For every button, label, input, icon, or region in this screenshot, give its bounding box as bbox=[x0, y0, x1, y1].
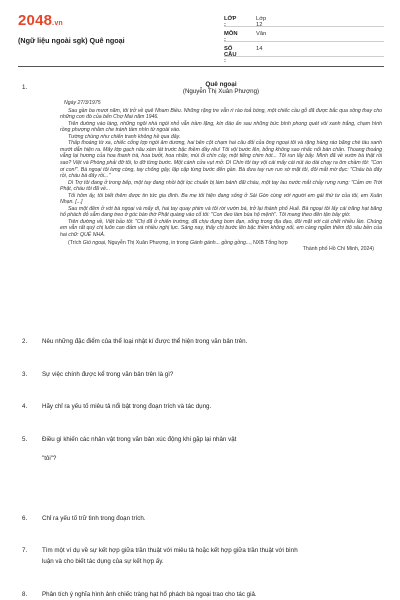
question-number: 5. bbox=[22, 436, 28, 443]
subject-underline bbox=[224, 41, 384, 42]
question-text: Tìm một ví dụ về sự kết hợp giữa trần thuật với miêu tả hoặc kết hợp giữa trần thuật với bình bbox=[42, 547, 298, 554]
logo-suffix: .vn bbox=[52, 20, 63, 27]
logo-text: 2048 bbox=[18, 12, 53, 29]
subject-label: MÔN : bbox=[224, 31, 238, 43]
question-number: 4. bbox=[22, 403, 28, 410]
passage-paragraph: Sau một đêm ở với bà ngoại và mấy dì, hai tay quay phim và tôi rời vườn bà, trở lại thành phố Huế. Bà ngoại tôi lấy cái trăng hạt băng hổ phách đỏ sẫm đang treo ở góc bàn thờ Phật quàng vào cổ tôi: "Con đeo làm bùa hộ mệnh". Tôi mang theo đến tận bây giờ. bbox=[60, 205, 382, 219]
page-header bbox=[0, 0, 400, 62]
source-prefix: (Trích bbox=[68, 239, 83, 246]
question-text: Chỉ ra yếu tố trữ tình trong đoạn trích. bbox=[42, 515, 146, 522]
passage-title: Quê ngoại bbox=[205, 81, 237, 88]
question-number: 1. bbox=[22, 84, 28, 91]
passage-paragraph: Trên đường vào làng, những ngôi nhà ngói nhỏ vẫn trầm lặng, kín đáo ẩn sau những bức bình phong quét vôi xanh trắng, chạm hình rồng phượng nhằm che tránh tầm nhìn từ ngoài vào. bbox=[60, 120, 382, 134]
class-label: LỚP : bbox=[224, 16, 237, 28]
passage-date: Ngày 27/3/1975 bbox=[64, 100, 101, 107]
passage-paragraph: Tối hôm ấy, tôi biết thêm được tin tức gia đình. Ba mẹ tôi hiện đang sống ở Sài Gòn cùng với người em gái thứ tư của tôi, em Xuân Nhạn. [...] bbox=[60, 192, 382, 206]
question-text: Phân tích ý nghĩa hình ảnh chiếc tràng hạt hổ phách bà ngoại trao cho tác giả. bbox=[42, 591, 257, 598]
question-text: Hãy chỉ ra yếu tố miêu tả nổi bật trong đoạn trích và tác dụng. bbox=[42, 403, 212, 410]
class-underline bbox=[224, 26, 384, 27]
passage-paragraph: Thấp thoáng từ xa, chiếc cổng lợp ngói âm dương, hai bên cột chạm hai câu đối của ông ngoại tôi và rặng hàng rào băng chè tàu xanh mướt dẫn hiện ra. Mấy lớp gạch nâu xám lát trước bậc thềm đầy rêu! Tôi vội bước lên, bỗng không sao nhấc nổi bàn chân. Thoang thoảng vẫng lại hương của hoa thanh trà, hoa bưởi, hoa nhãn, mùi ổi chín cây, một tiếng chim hót... Tôi run lẩy bẩy. Mình đã về vườn bà thật rồi sao? Việt và Phòng phải đỡ tôi, lo đỡ từng bước. Một cánh cửa vụt mở. Dì Chín tôi tay vội cái mấy cái nút áo dài chạy ra ôm chầm tôi: "Con ơi con!". Bà ngoại tôi lưng còng, tay chống gậy, lập cập từng bước đến gần. Bà đưa tay run run sờ mặt tôi, đôi mắt mờ đục: "Cháu bà đấy rồi, cháu bà đấy rồi..." bbox=[60, 140, 382, 180]
source-work: Gió ngoại bbox=[82, 239, 106, 246]
question-text: Điều gì khiến các nhân vật trong văn bản xúc động khi gặp lại nhân vật bbox=[42, 436, 237, 443]
question-text-continued: "tôi"? bbox=[42, 455, 57, 462]
document-subtitle: (Ngữ liệu ngoài sgk) Quê ngoại bbox=[18, 36, 125, 45]
question-number: 6. bbox=[22, 515, 28, 522]
source-middle: , Nguyễn Thị Xuân Phượng, in trong bbox=[105, 239, 190, 246]
passage-paragraph: Dì Trợ tôi đang ở trong bếp, một tay đang nhồi bột lọc chuẩn bị làm bánh đãi cháu, một tay lau nước mắt chảy rưng rưng: "Cảm ơn Trời Phật, cháu tôi đã về... bbox=[60, 179, 382, 193]
question-text: Nêu những đặc điểm của thể loại nhật kí được thể hiện trong văn bản trên. bbox=[42, 338, 248, 345]
source-suffix: , NXB Tổng hợp bbox=[250, 239, 288, 246]
passage-paragraph: Trên đường về, Việt bảo tôi: "Chị đã ở chiến trường, đã chịu đựng bom đạn, sống trong địa đạo, đôi mặt với cái chết nhiều lần. Chúng em vẫn rất quý chị luôn can đảm và nhiều nghị lực. Sáng nay, thấy chị bước lên bậc thềm không nổi, em càng ngắm thêm độ sâu bền của hai chữ: QUÊ NHÀ. bbox=[60, 218, 382, 239]
question-number: 3. bbox=[22, 371, 28, 378]
passage-paragraph: Tường chùng như chiến tranh không hề qua đây. bbox=[68, 133, 181, 140]
question-text-continued: luận và cho biết tác dụng của sự kết hợp ấy. bbox=[42, 558, 164, 565]
source-book: Gánh gánh... gồng gồng... bbox=[189, 239, 251, 246]
subject-value: Văn bbox=[256, 31, 267, 37]
question-number: 2. bbox=[22, 338, 28, 345]
count-value: 14 bbox=[256, 46, 263, 52]
count-label: SỐ CÂU : bbox=[224, 46, 237, 64]
question-text: Sự việc chính được kể trong văn bản trên là gì? bbox=[42, 371, 174, 378]
class-value: Lớp 12 bbox=[256, 16, 267, 28]
passage-source-line2: Thành phố Hồ Chí Minh, 2024) bbox=[302, 246, 374, 253]
count-underline bbox=[224, 56, 384, 57]
header-divider bbox=[18, 66, 384, 67]
passage-author: (Nguyễn Thị Xuân Phượng) bbox=[182, 87, 260, 95]
site-logo[interactable] bbox=[18, 12, 63, 29]
question-number: 7. bbox=[22, 547, 28, 554]
passage-paragraph: Sau gần ba mươi năm, tôi trở về quê Nham Biều. Những rặng tre vẫn rì rào toả bóng, một chiếc cầu gỗ đã được bắc qua sông thay cho những con đò của bến Chợ Mai năm 1946. bbox=[60, 107, 382, 121]
question-number: 8. bbox=[22, 591, 28, 598]
reading-passage bbox=[60, 82, 382, 253]
